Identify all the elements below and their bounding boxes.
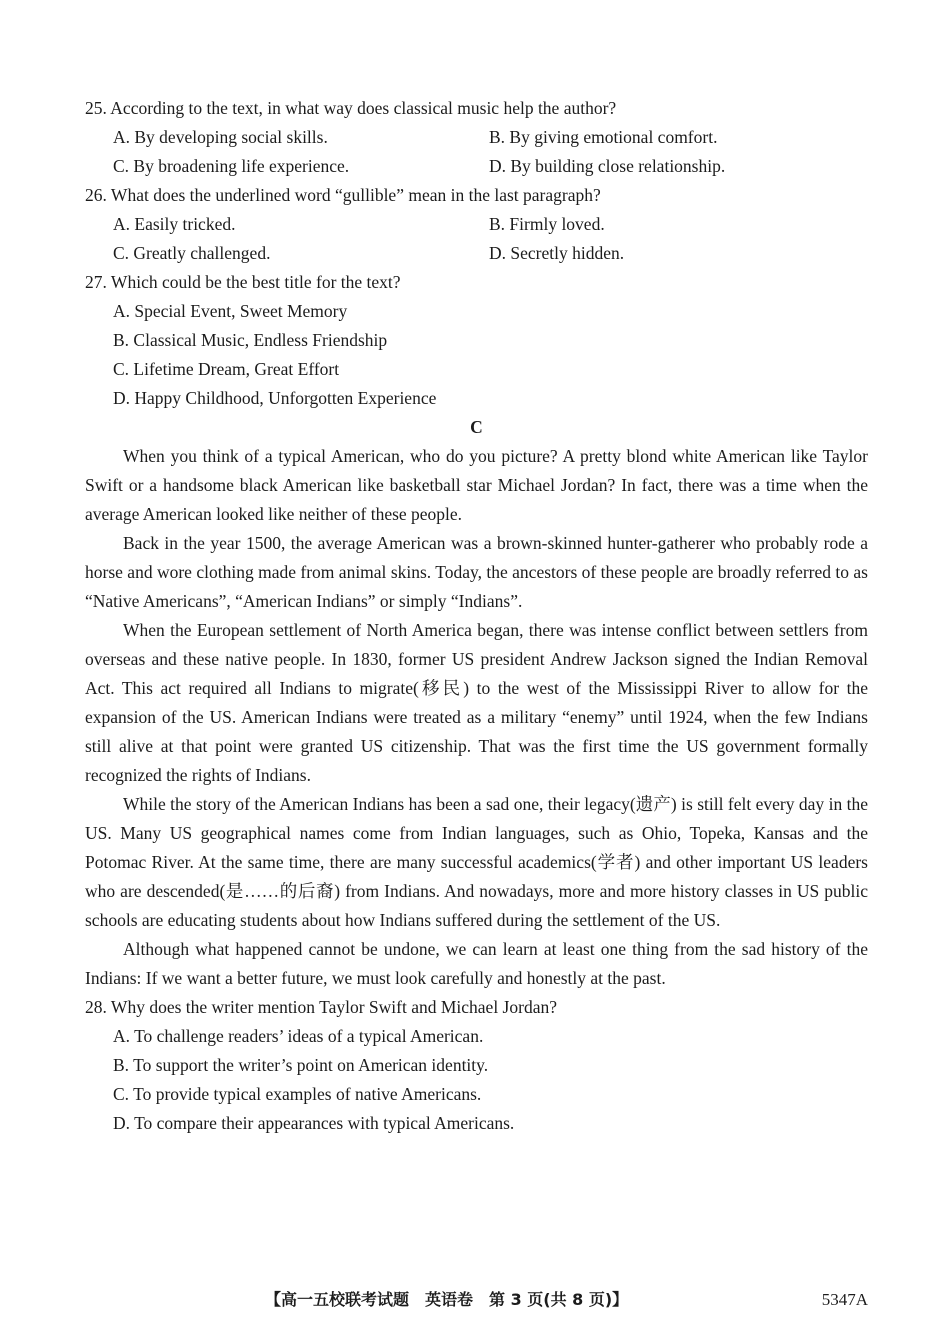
page-footer — [0, 1286, 950, 1314]
option-a: A. Special Event, Sweet Memory — [113, 301, 348, 321]
option-a: A. By developing social skills. — [113, 127, 328, 147]
option-d: D. Secretly hidden. — [489, 243, 625, 263]
option-a: A. Easily tricked. — [113, 214, 236, 234]
option-b: B. Classical Music, Endless Friendship — [113, 330, 388, 350]
option-c: C. Lifetime Dream, Great Effort — [113, 359, 340, 379]
question-28 — [85, 993, 868, 1138]
question-stem: 27. Which could be the best title for the text? — [85, 272, 401, 292]
option-d: D. By building close relationship. — [489, 156, 726, 176]
option-c: C. To provide typical examples of native Americans. — [113, 1084, 482, 1104]
option-d: D. Happy Childhood, Unforgotten Experience — [113, 388, 437, 408]
paragraph: When you think of a typical American, who do you picture? A pretty blond white American like Taylor Swift or a handsome black American like basketball star Michael Jordan? In fact, there was a time when the average American looked like neither of these people. — [85, 446, 868, 524]
question-26 — [85, 181, 868, 268]
question-stem: 26. What does the underlined word “gullible” mean in the last paragraph? — [85, 185, 601, 205]
option-a: A. To challenge readers’ ideas of a typical American. — [113, 1026, 484, 1046]
question-27 — [85, 268, 868, 413]
option-c: C. By broadening life experience. — [113, 156, 350, 176]
option-b: B. To support the writer’s point on American identity. — [113, 1055, 489, 1075]
page-content — [85, 94, 868, 1138]
footer-title: 【高一五校联考试题 英语卷 第 3 页(共 8 页)】 — [265, 1290, 629, 1309]
paragraph: Back in the year 1500, the average American was a brown-skinned hunter-gatherer who probably rode a horse and wore clothing made from animal skins. Today, the ancestors of these people are broadly referred to as “Native Americans”, “American Indians” or simply “Indians”. — [85, 533, 868, 611]
question-stem: 25. According to the text, in what way does classical music help the author? — [85, 98, 617, 118]
option-b: B. Firmly loved. — [489, 214, 605, 234]
question-stem: 28. Why does the writer mention Taylor Swift and Michael Jordan? — [85, 997, 557, 1017]
section-title: C — [470, 417, 483, 437]
paragraph: While the story of the American Indians has been a sad one, their legacy(遗产) is still felt every day in the US. Many US geographical names come from Indian languages, such as Ohio, Topeka, Kansas and the Potomac River. At the same time, there are many successful academics(学者) and other important US leaders who are descended(是……的后裔) from Indians. And nowadays, more and more history classes in US public schools are educating students about how Indians suffered during the settlement of the US. — [85, 794, 868, 930]
paragraph: When the European settlement of North America began, there was intense conflict between settlers from overseas and these native people. In 1830, former US president Andrew Jackson signed the Indian Removal Act. This act required all Indians to migrate(移民) to the west of the Mississippi River to allow for the expansion of the US. American Indians were treated as a military “enemy” until 1924, when the few Indians still alive at that point were granted US citizenship. That was the first time the US government formally recognized the rights of Indians. — [85, 620, 868, 785]
option-b: B. By giving emotional comfort. — [489, 127, 718, 147]
option-d: D. To compare their appearances with typical Americans. — [113, 1113, 515, 1133]
paragraph: Although what happened cannot be undone, we can learn at least one thing from the sad history of the Indians: If we want a better future, we must look carefully and honestly at the past. — [85, 939, 868, 988]
passage-c — [85, 442, 868, 993]
exam-code: 5347A — [821, 1290, 868, 1309]
question-25 — [85, 94, 868, 181]
option-c: C. Greatly challenged. — [113, 243, 271, 263]
